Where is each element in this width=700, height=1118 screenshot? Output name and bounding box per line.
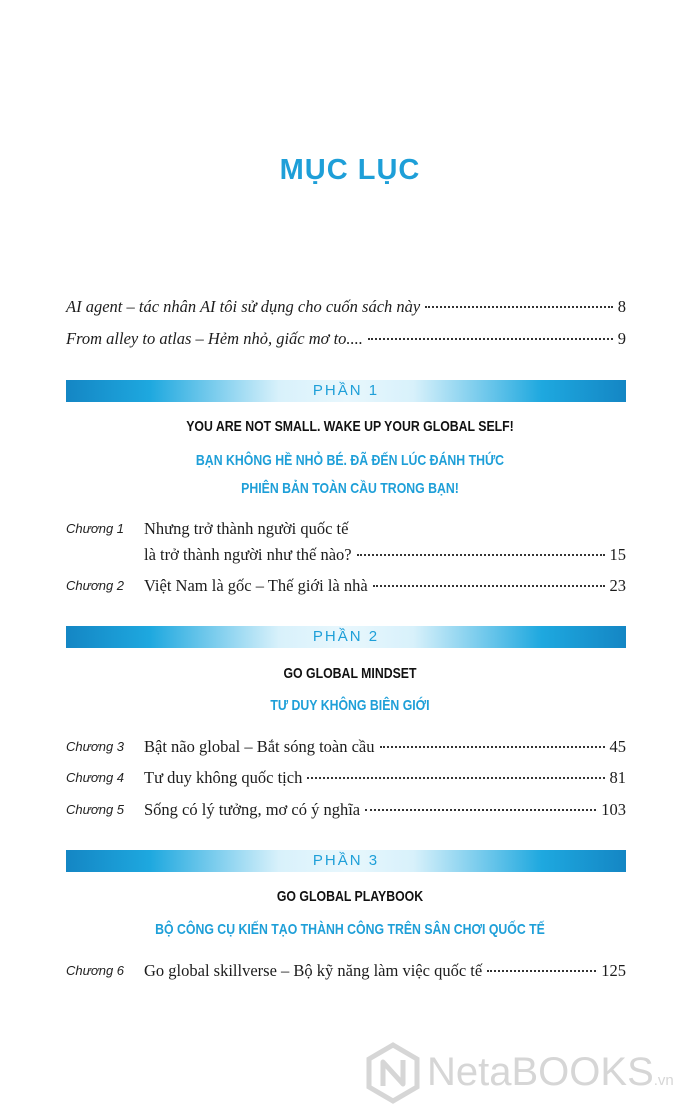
chapter-label: Chương 1 [66,521,125,536]
watermark-text [427,1050,674,1095]
page-title: MỤC LỤC [279,154,421,186]
chapter-label: Chương 5 [66,802,125,817]
toc-entry-alley-to-atlas[interactable] [66,328,626,350]
chapter-title-line-1: Nhưng trở thành người quốc tế [144,519,349,538]
watermark-suffix: .vn [653,1072,674,1089]
chapter-title: Sống có lý tưởng, mơ có ý nghĩa [144,800,361,819]
dot-leader [368,338,613,340]
dot-leader [307,777,604,779]
chapter-title: Bật não global – Bắt sóng toàn cầu [144,737,375,756]
part-2-band: PHẦN 2 [66,626,626,648]
netabooks-watermark [365,1040,695,1110]
chapter-label: Chương 3 [66,739,125,754]
toc-chapter-6[interactable] [66,958,626,984]
chapter-label: Chương 4 [66,770,125,785]
part-3-vietnamese-heading: BỘ CÔNG CỤ KIẾN TẠO THÀNH CÔNG TRÊN SÂN CHƠI QUỐC TẾ [155,921,545,938]
dot-leader [373,585,605,587]
watermark-brand: NetaBOOKS [427,1050,654,1094]
dot-leader [380,746,605,748]
toc-page-number: 15 [609,545,626,564]
dot-leader [365,809,596,811]
toc-page-number: 45 [609,737,626,756]
toc-chapter-1[interactable] [66,516,626,568]
toc-chapter-5[interactable] [66,797,626,823]
part-1-vietnamese-heading-line-1: BẠN KHÔNG HỀ NHỎ BÉ. ĐÃ ĐẾN LÚC ĐÁNH THỨC [195,452,505,469]
chapter-title: Go global skillverse – Bộ kỹ năng làm việc quốc tế [144,961,483,980]
toc-page-number: 8 [617,297,626,316]
toc-page-number: 81 [609,768,626,787]
toc-chapter-2[interactable] [66,573,626,599]
toc-chapter-3[interactable] [66,734,626,760]
toc-entry-text: AI agent – tác nhân AI tôi sử dụng cho cuốn sách này [66,297,421,316]
chapter-title: Việt Nam là gốc – Thế giới là nhà [144,576,368,595]
chapter-label: Chương 2 [66,578,125,593]
part-1-vietnamese-heading-line-2: PHIÊN BẢN TOÀN CẦU TRONG BẠN! [241,480,459,497]
toc-entry-text: From alley to atlas – Hẻm nhỏ, giấc mơ to.... [66,329,363,348]
toc-entry-ai-agent[interactable] [66,296,626,318]
toc-page-number: 23 [609,576,626,595]
part-1-english-heading: YOU ARE NOT SMALL. WAKE UP YOUR GLOBAL SELF! [186,418,514,435]
chapter-label: Chương 6 [66,963,125,978]
hexagon-n-logo-icon [365,1042,421,1104]
dot-leader [425,306,613,308]
dot-leader [357,554,605,556]
part-3-english-heading: GO GLOBAL PLAYBOOK [276,888,424,905]
part-2-english-heading: GO GLOBAL MINDSET [283,665,417,682]
dot-leader [487,970,596,972]
part-1-band: PHẦN 1 [66,380,626,402]
chapter-title: Tư duy không quốc tịch [144,768,303,787]
toc-page-number: 125 [601,961,626,980]
toc-page-number: 103 [601,800,626,819]
toc-page-number: 9 [617,329,626,348]
part-2-vietnamese-heading: TƯ DUY KHÔNG BIÊN GIỚI [270,697,430,714]
toc-chapter-4[interactable] [66,765,626,791]
chapter-title-line-2: là trở thành người như thế nào? [144,545,352,564]
part-3-band: PHẦN 3 [66,850,626,872]
